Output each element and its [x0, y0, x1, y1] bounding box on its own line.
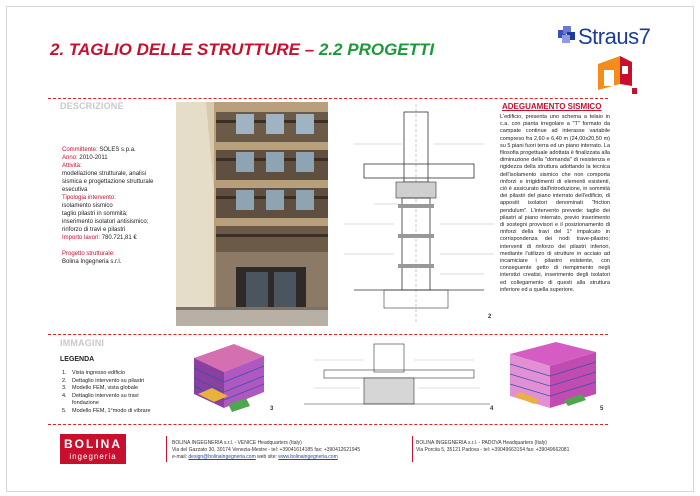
detail-line: taglio pilastri in sommità;	[62, 211, 128, 217]
thumb-number-4: 4	[490, 406, 494, 412]
image-number: 2	[488, 314, 492, 320]
fem-model-thumbnail	[184, 338, 274, 414]
footer-divider	[48, 424, 608, 425]
description-label: DESCRIZIONE	[60, 101, 124, 111]
detail-line: Tipologia intervento:	[62, 195, 116, 201]
footer-separator-2	[412, 436, 413, 462]
legend-item: fondazione	[72, 400, 99, 406]
detail-line: Committente: SOLES s.p.a.	[62, 147, 136, 153]
footer-separator	[166, 436, 167, 462]
page-title: 2. TAGLIO DELLE STRUTTURE – 2.2 PROGETTI	[50, 40, 435, 59]
header-divider	[48, 98, 608, 99]
footer-padova: BOLINA INGEGNERIA s.r.l. - PADOVA Headquarters (Italy) Via Porciia 5, 35121 Padova - tel: +39049663154 fax: +39049662081	[416, 440, 570, 453]
detail-line: Progetto strutturale:	[62, 251, 115, 257]
legend-item: 2. Dettaglio intervento su pilastri	[62, 377, 145, 384]
detail-line: Importo lavori: 780.721,81 €	[62, 235, 137, 241]
thumb-number-3: 3	[270, 406, 274, 412]
detail-line: modellazione strutturale, analisi	[62, 171, 147, 177]
vibration-mode-thumbnail	[504, 338, 602, 414]
images-label: IMMAGINI	[60, 338, 105, 348]
detail-line: rinforzo di travi e pilastri	[62, 227, 126, 233]
detail-line: Attività:	[62, 163, 82, 169]
building-photo	[176, 102, 328, 326]
thumb-number-5: 5	[600, 406, 604, 412]
detail-line: inserimento isolatori antisismico;	[62, 219, 149, 225]
detail-line: Anno: 2010-2011	[62, 155, 108, 161]
email-link[interactable]: design@bolinaingegneria.com	[188, 454, 256, 460]
beam-detail-thumbnail	[304, 340, 490, 410]
legend-item: 3. Modello FEM, vista globale	[62, 385, 139, 391]
section-divider	[48, 334, 608, 335]
detail-line: esecutiva	[62, 187, 88, 193]
project-details	[62, 146, 172, 266]
company-mark-icon	[598, 56, 638, 96]
detail-line	[62, 242, 172, 250]
legend-item: 5. Modello FEM, 1°modo di vibrare	[62, 407, 151, 414]
detail-line: Bolina Ingegneria s.r.l.	[62, 259, 122, 265]
footer-venice: BOLINA INGEGNERIA s.r.l. - VENICE Headquarters (Italy) Via del Gazzato 30, 30174 Venezia-Mestre - tel: +39041614185 fax: +390412621945 e-mail: design@bolinaingegneria.com web site: www.bolinaingegneria.com	[172, 440, 361, 460]
website-link[interactable]: www.bolinaingegneria.com	[278, 454, 338, 460]
legend-title: LEGENDA	[60, 356, 95, 363]
pillar-detail-drawing	[344, 104, 494, 324]
bolina-logo: BOLINA ingegneria	[60, 434, 126, 464]
detail-line: isolamento sismico	[62, 203, 113, 209]
legend-item: 1. Vista ingresso edificio	[62, 370, 126, 376]
adeguamento-text: L'edificio, presenta uno schema a telaio in c.a. con pianta irregolare a "T" formato da campate continue ad interasse variabile compreso fra 2,60 e 6,40 m (24,00x20,50 m) su 5 piani fuori terra ed un piano interrato. La filosofia progettuale adottata è finalizzata alla diminuzione della "domanda" di resistenza e rigidezza della struttura adottando la tecnica dell'isolamento sismico che non comporta rinforzi e irrigidimenti di elementi esistenti, ciò è assicurato dall'introduzione, in sommità dei pilastri del piano interrato dell'edificio, di appositi isolatori denominati "friction pendulum". L'intervento prevede: taglio dei pilastri al piano interrato, previo inserimento di sostegni provvisori e il posizionamento di rinforzi della travi del 1° impalcato in corrispondenza dei nodi trave-pilastro; interventi di rinforzo dei pilastri inferiori, mediante l'utilizzo di strutture in acciaio ad incamiciare i pilastro esistente, con conseguente getto di riempimento negli interstizi creatisi, inserimento degli isolatori ed collegamento di questi alla struttura inferiore ed a quella superiore.	[500, 114, 610, 293]
detail-line: sismica e progettazione strutturale	[62, 179, 154, 185]
legend-item: 4. Dettaglio intervento su travi	[62, 392, 139, 399]
straus7-logo-icon	[558, 26, 578, 44]
legend-list	[62, 370, 172, 415]
straus7-logo-text: Straus7	[578, 24, 651, 49]
adeguamento-title: ADEGUAMENTO SISMICO	[502, 102, 602, 111]
